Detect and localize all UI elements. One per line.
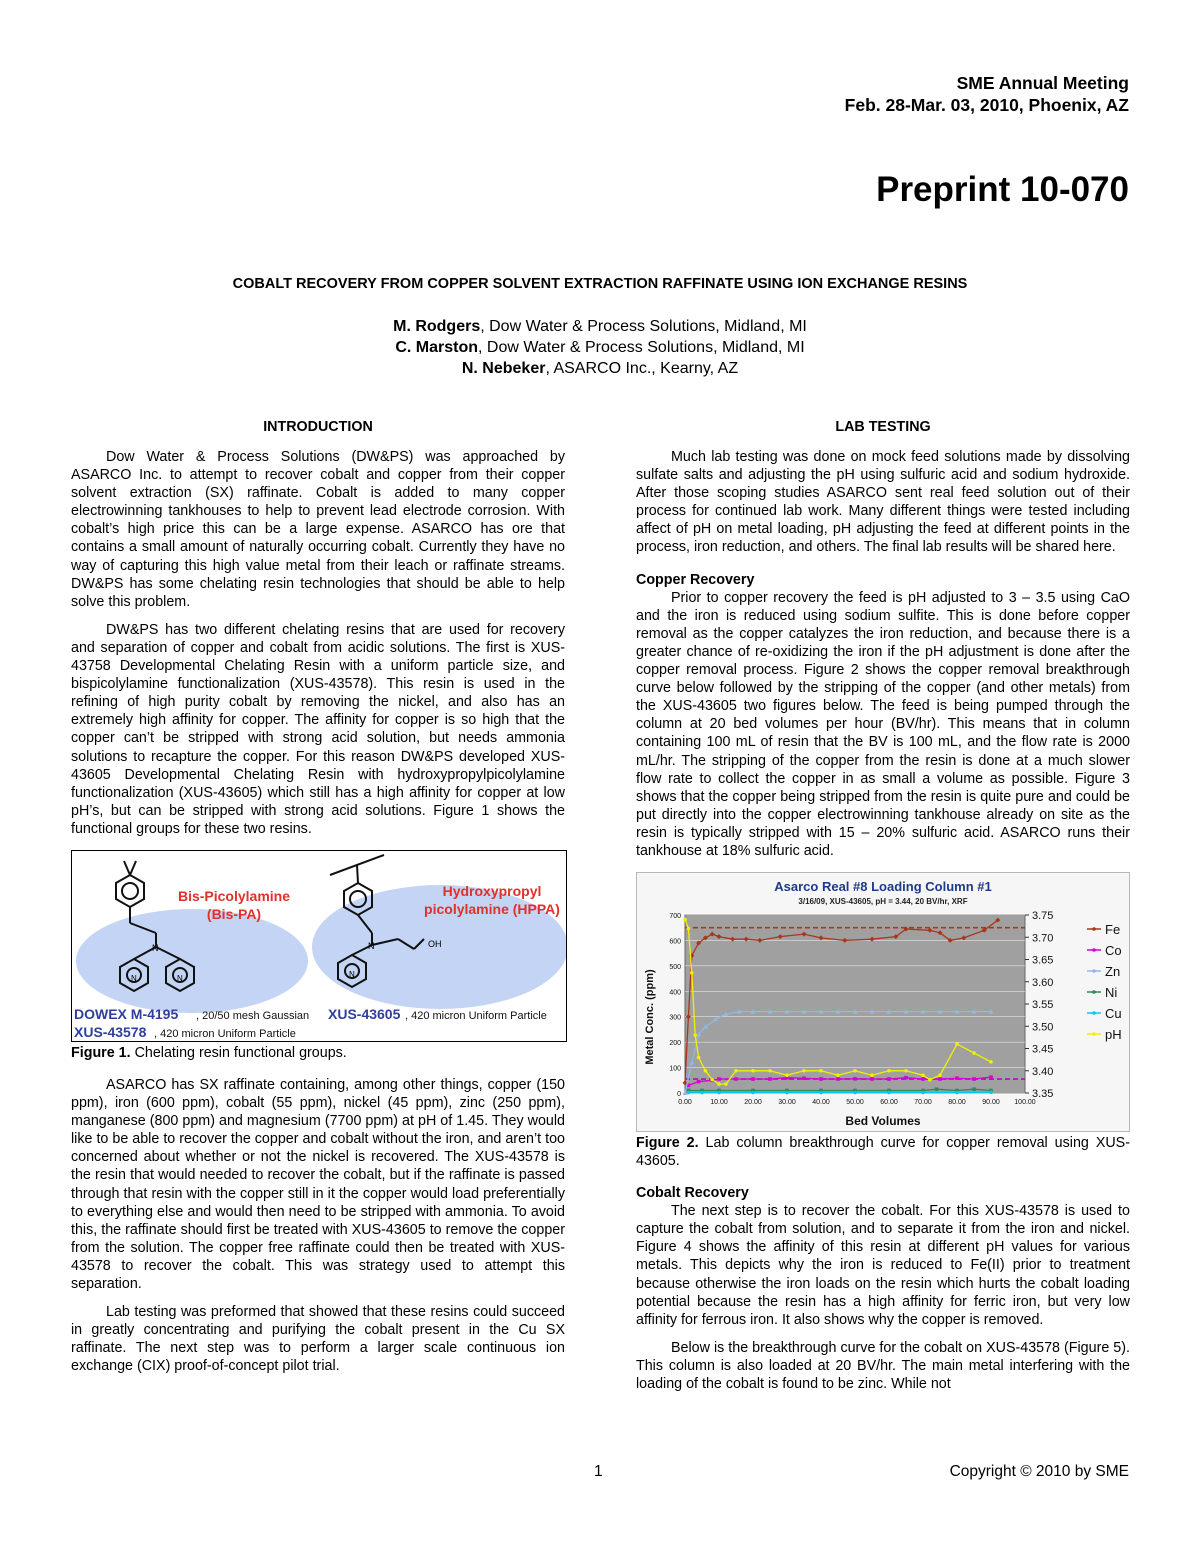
data-point-co: [972, 1077, 976, 1081]
subsection-heading-cobalt: Cobalt Recovery: [636, 1185, 749, 1202]
figure-1-chemical-structures: [71, 850, 567, 1042]
nitrogen-atom-label: N: [131, 973, 137, 983]
author-line: [0, 358, 1200, 379]
x-tick-label: 30.00: [778, 1099, 796, 1107]
data-point-co: [955, 1077, 959, 1081]
x-tick-label: 50.00: [846, 1099, 864, 1107]
x-tick-label: 90.00: [982, 1099, 1000, 1107]
data-point-ph: [697, 1056, 701, 1060]
data-point-cu: [700, 1091, 704, 1095]
paragraph: Dow Water & Process Solutions (DW&PS) was approached by ASARCO Inc. to attempt to recover cobalt and copper from their copper solvent extraction (SX) raffinate. Cobalt is added to many copper electrowinning tankhouses to help to prevent lead electrode corrosion. With cobalt’s high price this can be a large expense. ASARCO has ore that contains a small amount of naturally occurring cobalt. Currently they have no way of capturing this high value metal from their leach or raffinate streams. DW&PS has some chelating resin technologies that should be able to help solve this problem.: [71, 449, 565, 610]
author-affiliation: , Dow Water & Process Solutions, Midland, MI: [480, 318, 807, 335]
author-name: C. Marston: [395, 339, 479, 356]
data-point-co: [870, 1077, 874, 1081]
data-point-co: [904, 1076, 908, 1080]
preprint-number: Preprint 10-070: [876, 170, 1129, 209]
y2-tick-label: 3.40: [1032, 1065, 1054, 1078]
data-point-ph: [836, 1073, 840, 1077]
data-point-ph: [768, 1069, 772, 1073]
data-point-ph: [710, 1078, 714, 1082]
data-point-ph: [802, 1069, 806, 1073]
conference-header: [845, 72, 1129, 116]
section-heading-introduction: INTRODUCTION: [263, 419, 373, 435]
data-point-ni: [935, 1087, 939, 1091]
y2-tick-label: 3.50: [1032, 1021, 1054, 1034]
figure-label: Figure 1.: [71, 1044, 131, 1061]
legend-marker-ph: [1092, 1032, 1096, 1036]
figure-1-drawing: [72, 851, 567, 1042]
x-axis-label: Bed Volumes: [845, 1114, 921, 1129]
data-point-cu: [785, 1091, 789, 1095]
author-affiliation: , Dow Water & Process Solutions, Midland, MI: [478, 339, 805, 356]
data-point-ph: [938, 1073, 942, 1077]
x-tick-label: 10.00: [710, 1099, 728, 1107]
author-line: [0, 316, 1200, 337]
legend-label-ni: Ni: [1105, 985, 1118, 1001]
paragraph: DW&PS has two different chelating resins that are used for recovery and separation of copper and cobalt from acidic solutions. The first is XUS-43758 Developmental Chelating Resin with a uniform particle size, and bispicolylamine functionalization (XUS-43578). This resin is used in the refining of high purity cobalt by removing the nickel, and also has an extremely high affinity for copper. The affinity for copper is so high that the copper can’t be stripped with strong acid solution, but needs ammonia solutions to recapture the copper. For this reason DW&PS developed XUS-43605 Developmental Chelating Resin with hydroxypropylpicolylamine functionalization (XUS-43605) which still has a high affinity for copper at low pH’s, but can be stripped with strong acid solutions. Figure 1 shows the functional groups for these two resins.: [71, 621, 565, 837]
chart-subtitle: 3/16/09, XUS-43605, pH = 3.44, 20 BV/hr, XRF: [798, 897, 968, 907]
data-point-ni: [972, 1087, 976, 1091]
dowex-product-label: DOWEX M-4195: [74, 1005, 179, 1022]
data-point-co: [768, 1077, 772, 1081]
data-point-co: [887, 1077, 891, 1081]
hppa-abbr-label: picolylamine (HPPA): [424, 900, 560, 917]
data-point-cu: [887, 1091, 891, 1095]
paragraph: ASARCO has SX raffinate containing, among other things, copper (150 ppm), iron (600 ppm), cobalt (55 ppm), nickel (45 ppm), zinc (250 ppm), manganese (800 ppm) and magnesium (7700 ppm) at pH of 1.45. They would like to be able to recover the copper and cobalt without the iron, and aren’t too concerned about whether or not the nickel is recovered. The XUS-43578 is the resin that would needed to recover the cobalt, but if the raffinate is passed through that resin with the copper still in it the copper would load preferentially to everything else and would then need to be stripped with ammonia. To avoid this, the raffinate should first be treated with XUS-43605 to remove the copper from the solution. The copper free raffinate could then be treated with XUS-43578 to recover the cobalt. This was strategy used to attempt this separation.: [71, 1076, 565, 1292]
conference-dates: Feb. 28-Mar. 03, 2010, Phoenix, AZ: [844, 95, 1129, 115]
data-point-co: [819, 1077, 823, 1081]
paragraph: Prior to copper recovery the feed is pH adjusted to 3 – 3.5 using CaO and the iron is reduced using sodium sulfite. This is done before copper removal as the copper catalyzes the iron reduction, and because there is a greater chance of re-oxidizing the iron if the pH adjustment is done after the copper removal process. Figure 2 shows the copper removal breakthrough curve below followed by the stripping of the copper (and other metals) from the XUS-43605 two figures below. The feed is being pumped through the column at 20 bed volumes per hour (BV/hr). This means that in column containing 100 mL of resin that the BV is 100 mL, and the flow rate is 2000 mL/hr. The stripping of the copper from the resin is done at a much slower flow rate to collect the copper in as small a volume as possible. Figure 3 shows that the copper being stripped from the resin is quite pure and could be put directly into the copper electrowinning tankhouse already on site as the resin is typically stripped with 15 – 20% sulfuric acid. ASARCO runs their tankhouse at 18% sulfuric acid.: [636, 589, 1130, 859]
author-name: M. Rodgers: [393, 318, 481, 335]
data-point-co: [989, 1075, 993, 1079]
legend-marker-ni: [1092, 990, 1096, 994]
data-point-ph: [724, 1082, 728, 1086]
nitrogen-atom-label: N: [349, 969, 355, 979]
data-point-cu: [819, 1091, 823, 1095]
data-point-cu: [717, 1091, 721, 1095]
data-point-cu: [751, 1091, 755, 1095]
legend-marker-fe: [1092, 927, 1096, 931]
x-tick-label: 70.00: [914, 1099, 932, 1107]
y-tick-label: 400: [669, 989, 681, 997]
y2-tick-label: 3.35: [1032, 1088, 1054, 1101]
data-point-cu: [853, 1091, 857, 1095]
subsection-heading-copper: Copper Recovery: [636, 571, 755, 588]
y-tick-label: 200: [669, 1040, 681, 1048]
data-point-co: [836, 1077, 840, 1081]
data-point-ph: [751, 1069, 755, 1073]
data-point-ph: [785, 1073, 789, 1077]
data-point-cu: [989, 1090, 993, 1094]
y2-tick-label: 3.55: [1032, 999, 1054, 1012]
y2-tick-label: 3.75: [1032, 910, 1054, 923]
xus43605-product-desc: , 420 micron Uniform Particle: [405, 1009, 547, 1022]
data-point-ph: [693, 1033, 697, 1037]
x-tick-label: 100.00: [1014, 1099, 1036, 1107]
legend-marker-zn: [1092, 969, 1096, 973]
resin-bead-ellipse: [76, 909, 308, 1013]
y2-tick-label: 3.45: [1032, 1043, 1054, 1056]
data-point-cu: [687, 1091, 691, 1095]
data-point-cu: [921, 1091, 925, 1095]
y-tick-label: 700: [669, 913, 681, 921]
y2-tick-label: 3.65: [1032, 954, 1054, 967]
author-list: [0, 316, 1200, 379]
legend-label-cu: Cu: [1105, 1006, 1122, 1022]
x-tick-label: 80.00: [948, 1099, 966, 1107]
data-point-co: [751, 1077, 755, 1081]
y2-tick-label: 3.60: [1032, 976, 1054, 989]
conference-name: SME Annual Meeting: [956, 73, 1129, 93]
section-heading-lab-testing: LAB TESTING: [835, 419, 931, 435]
xus43578-product-label: XUS-43578: [74, 1023, 147, 1040]
paper-title: COBALT RECOVERY FROM COPPER SOLVENT EXTRACTION RAFFINATE USING ION EXCHANGE RESINS: [232, 276, 968, 292]
data-point-ph: [734, 1069, 738, 1073]
y2-tick-label: 3.70: [1032, 932, 1054, 945]
data-point-co: [697, 1080, 701, 1084]
nitrogen-atom-label: N: [177, 973, 183, 983]
chart-title: Asarco Real #8 Loading Column #1: [774, 879, 992, 895]
data-point-ph: [704, 1069, 708, 1073]
data-point-ph: [690, 971, 694, 975]
copyright-notice: Copyright © 2010 by SME: [949, 1463, 1129, 1480]
data-point-ph: [853, 1069, 857, 1073]
breakthrough-chart-svg: [637, 873, 1129, 1131]
page-number: 1: [594, 1463, 603, 1480]
data-point-co: [853, 1077, 857, 1081]
y-tick-label: 500: [669, 963, 681, 971]
data-point-cu: [955, 1091, 959, 1095]
legend-label-zn: Zn: [1105, 964, 1121, 980]
data-point-co: [938, 1077, 942, 1081]
data-point-co: [734, 1077, 738, 1081]
y-tick-label: 100: [669, 1065, 681, 1073]
data-point-ph: [687, 927, 691, 931]
paragraph: Much lab testing was done on mock feed solutions made by dissolving sulfate salts and adjusting the pH using sulfuric acid and sodium hydroxide. After those scoping studies ASARCO sent real feed solution out of their process for continued lab work. Many different things were tested including affect of pH on metal loading, pH adjusting the feed at different points in the process, iron reduction, and others. The final lab results will be shared here.: [636, 449, 1130, 556]
figure-2-caption: [636, 1134, 1130, 1170]
data-point-co: [717, 1077, 721, 1081]
data-point-ph: [870, 1073, 874, 1077]
bispa-name-label: Bis-Picolylamine: [177, 887, 291, 904]
paragraph: Lab testing was preformed that showed that these resins could succeed in greatly concentrating and purifying the cobalt present in the Cu SX raffinate. The next step was to perform a larger scale continuous ion exchange (CIX) proof-of-concept pilot trial.: [71, 1304, 565, 1375]
nitrogen-atom-label: N: [368, 940, 375, 951]
data-point-ph: [683, 918, 687, 922]
y-axis-label: Metal Conc. (ppm): [644, 969, 656, 1065]
figure-1-caption: [71, 1044, 565, 1062]
data-point-ph: [717, 1082, 721, 1086]
data-point-ph: [921, 1073, 925, 1077]
nitrogen-atom-label: N: [152, 942, 159, 953]
left-column: [71, 418, 565, 1385]
paragraph: The next step is to recover the cobalt. For this XUS-43578 is used to capture the cobalt from solution, and to separate it from the iron and nickel. Figure 4 shows the affinity of this resin at different pH values for various metals. This depicts why the iron is reduced to Fe(II) prior to treatment because otherwise the iron loads on the resin which hurts the cobalt loading potential because the resin has a high affinity for ferric iron, but very low affinity for ferrous iron. It also shows why the copper is removed.: [636, 1203, 1130, 1328]
figure-label: Figure 2.: [636, 1135, 699, 1152]
author-line: [0, 337, 1200, 358]
author-affiliation: , ASARCO Inc., Kearny, AZ: [545, 360, 739, 377]
figure-caption-text: Chelating resin functional groups.: [130, 1044, 347, 1061]
x-tick-label: 20.00: [744, 1099, 762, 1107]
figure-caption-text: Lab column breakthrough curve for copper removal using XUS-43605.: [636, 1135, 1130, 1170]
legend-label-co: Co: [1105, 943, 1122, 959]
data-point-ph: [955, 1042, 959, 1046]
data-point-ph: [819, 1069, 823, 1073]
data-point-co: [802, 1077, 806, 1081]
xus43605-product-label: XUS-43605: [328, 1005, 401, 1022]
figure-2-chart: [636, 872, 1130, 1132]
legend-label-ph: pH: [1105, 1027, 1122, 1043]
data-point-ph: [928, 1078, 932, 1082]
x-tick-label: 60.00: [880, 1099, 898, 1107]
x-tick-label: 40.00: [812, 1099, 830, 1107]
data-point-ph: [904, 1069, 908, 1073]
hppa-name-label: Hydroxypropyl: [442, 882, 542, 899]
data-point-ph: [887, 1069, 891, 1073]
right-column: [636, 418, 1130, 1403]
hydroxyl-label: OH: [428, 938, 442, 949]
plot-area: [669, 910, 1121, 1106]
legend-marker-cu: [1092, 1011, 1096, 1015]
xus43578-product-desc: , 420 micron Uniform Particle: [154, 1027, 296, 1040]
data-point-ph: [989, 1060, 993, 1064]
x-tick-label: 0.00: [678, 1099, 692, 1107]
data-point-co: [921, 1077, 925, 1081]
y-tick-label: 0: [677, 1091, 681, 1099]
plot-background: [685, 915, 1025, 1093]
paragraph: Below is the breakthrough curve for the cobalt on XUS-43578 (Figure 5). This column is also loaded at 20 BV/hr. The main metal interfering with the loading of the cobalt is found to be zinc. While not: [636, 1339, 1130, 1392]
author-name: N. Nebeker: [461, 360, 546, 377]
y-tick-label: 600: [669, 938, 681, 946]
legend-marker-co: [1092, 948, 1096, 952]
bispa-abbr-label: (Bis-PA): [206, 905, 262, 922]
data-point-ph: [972, 1051, 976, 1055]
legend-label-fe: Fe: [1105, 922, 1121, 938]
y-tick-label: 300: [669, 1014, 681, 1022]
dowex-product-desc: , 20/50 mesh Gaussian: [196, 1009, 310, 1022]
